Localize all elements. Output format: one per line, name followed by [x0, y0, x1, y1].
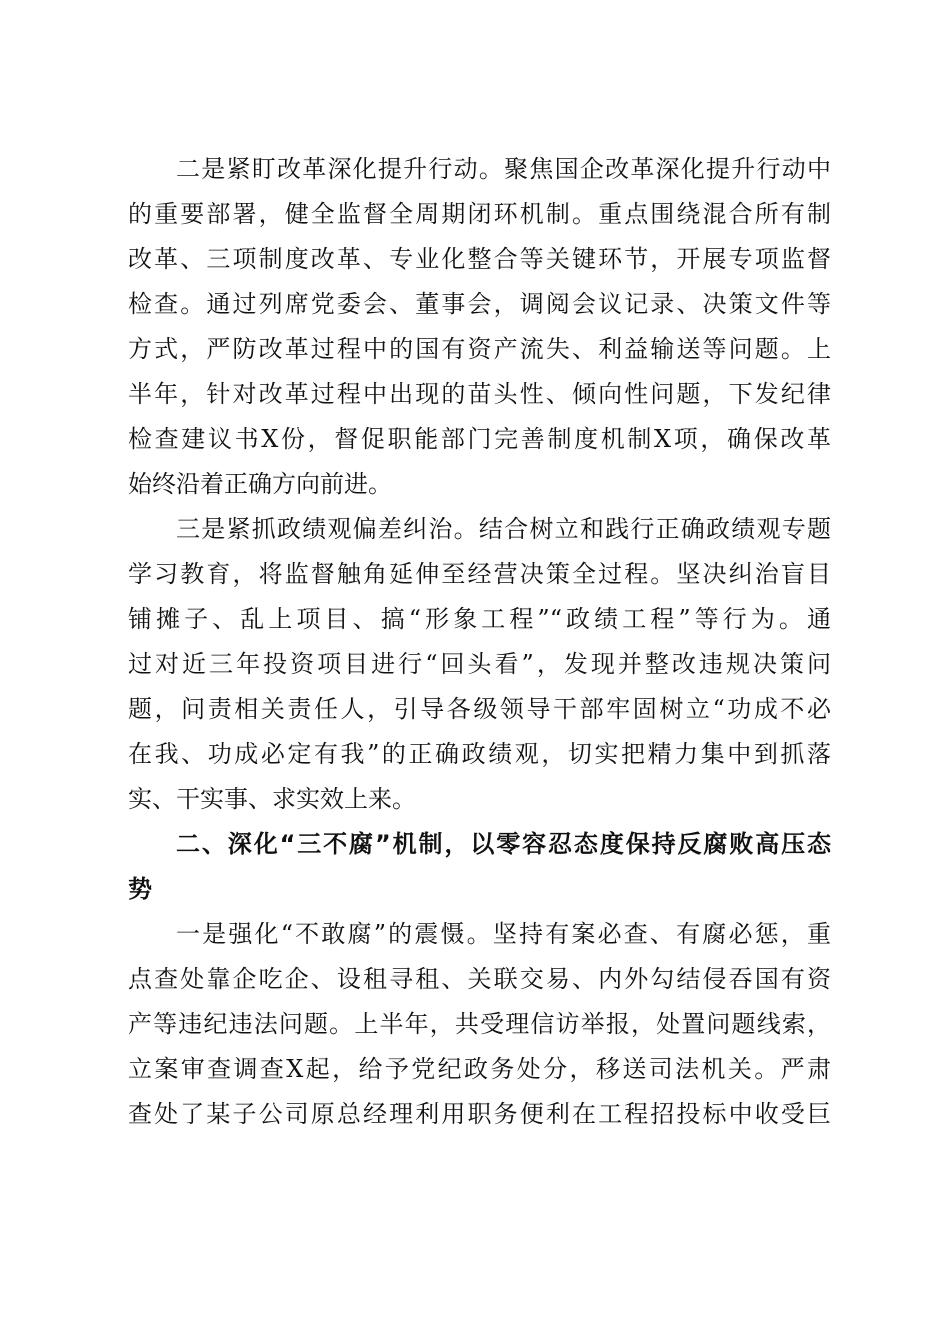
paragraph-line: 过对近三年投资项目进行“回头看”，发现并整改违规决策问	[128, 650, 831, 678]
paragraph-line: 点查处靠企吃企、设租寻租、关联交易、内外勾结侵吞国有资	[128, 965, 831, 993]
heading-line: 二、深化“三不腐”机制，以零容忍态度保持反腐败高压态	[176, 830, 831, 858]
paragraph-line: 一是强化“不敢腐”的震慑。坚持有案必查、有腐必惩，重	[176, 920, 831, 948]
paragraph-line: 产等违纪违法问题。上半年，共受理信访举报，处置问题线索，	[128, 1010, 831, 1038]
paragraph-line: 检查。通过列席党委会、董事会，调阅会议记录、决策文件等	[128, 290, 831, 318]
paragraph-line: 检查建议书X份，督促职能部门完善制度机制X项，确保改革	[128, 425, 831, 453]
paragraph-line: 立案审查调查X起，给予党纪政务处分，移送司法机关。严肃	[128, 1055, 831, 1083]
paragraph-line: 题，问责相关责任人，引导各级领导干部牢固树立“功成不必	[128, 695, 831, 723]
paragraph-line: 半年，针对改革过程中出现的苗头性、倾向性问题，下发纪律	[128, 380, 831, 408]
paragraph-line: 学习教育，将监督触角延伸至经营决策全过程。坚决纠治盲目	[128, 560, 831, 588]
document-page	[128, 147, 831, 1137]
paragraph-line: 铺摊子、乱上项目、搞“形象工程”“政绩工程”等行为。通	[128, 605, 831, 633]
paragraph-line: 在我、功成必定有我”的正确政绩观，切实把精力集中到抓落	[128, 740, 831, 768]
paragraph-line: 实、干实事、求实效上来。	[128, 785, 416, 813]
paragraph-line: 三是紧抓政绩观偏差纠治。结合树立和践行正确政绩观专题	[176, 515, 831, 543]
paragraph-line: 改革、三项制度改革、专业化整合等关键环节，开展专项监督	[128, 245, 831, 273]
paragraph-performance-view	[128, 507, 831, 822]
paragraph-line: 方式，严防改革过程中的国有资产流失、利益输送等问题。上	[128, 335, 831, 363]
paragraph-line: 的重要部署，健全监督全周期闭环机制。重点围绕混合所有制	[128, 200, 831, 228]
paragraph-line: 查处了某子公司原总经理利用职务便利在工程招投标中收受巨	[128, 1100, 831, 1128]
section-heading	[128, 822, 831, 912]
paragraph-deterrence	[128, 912, 831, 1137]
paragraph-line: 始终沿着正确方向前进。	[128, 470, 392, 498]
paragraph-line: 二是紧盯改革深化提升行动。聚焦国企改革深化提升行动中	[176, 155, 831, 183]
heading-line: 势	[128, 875, 152, 903]
paragraph-reform-monitoring	[128, 147, 831, 507]
